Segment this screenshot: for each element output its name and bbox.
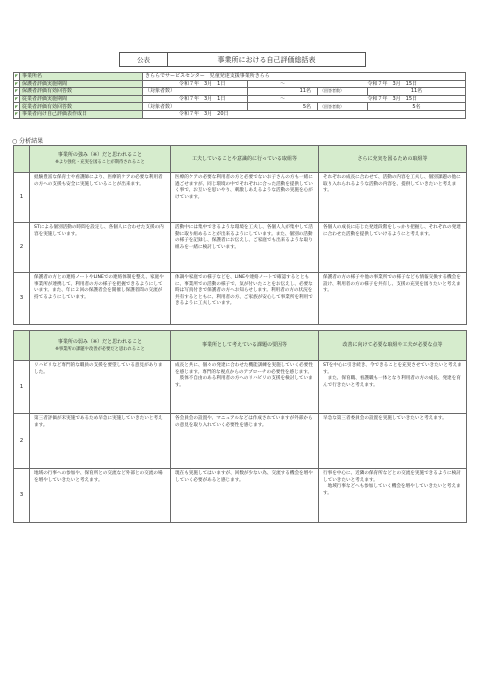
staff-answer-value: 5名 <box>368 103 466 111</box>
weaknesses-header-row <box>14 331 467 361</box>
enhancement-cell: 各個人の成長に応じた発達段階をしっかり把握し、それぞれの発達に合わせた活動を提供していけるようにと考えます。 <box>319 223 467 273</box>
weaknesses-header-1 <box>30 331 171 361</box>
improvement-cell: 行事を中心に、近隣の保育所などとの交流を実施できるように検討していきたいと考えます。 地域行事などへも参加していく機会を増やしていきたいと考えます。 <box>319 469 467 523</box>
guardian-period-tilde: ～ <box>248 80 318 88</box>
info-row <box>14 88 466 96</box>
page-title: 事業所における自己評価総括表 <box>217 55 316 64</box>
approach-cell: 活動中には集中できるような環境を工夫し、各個人人が集中して活動に取り組めることが出来るようにしています。また、個別の活動の様子を記録し、保護者にお伝えし、ご家庭でも出来るような取り組みを一緒に検討しています。 <box>171 223 319 273</box>
strength-cell: 保護者の方との連絡ノートやLINEでの連絡体制を整え、家庭や事業所が連携して、利用者の方の様子を把握できるようにしています。また、年に２回の保護者会を開催し保護者間の交流が持てるようにしています。 <box>30 273 171 325</box>
guardian-period-end: 令和７年 3月 15日 <box>318 80 466 88</box>
strengths-header-row <box>14 146 467 173</box>
table-row <box>14 173 467 223</box>
guardian-target-value: 11名 <box>248 88 318 96</box>
strengths-header-1-title: 事業所の強み（※）だと思われること <box>57 152 143 158</box>
table-row <box>14 414 467 469</box>
guardian-period-start: 令和７年 3月 1日 <box>143 80 248 88</box>
staff-period-tilde: ～ <box>248 95 318 103</box>
staff-period-start: 令和７年 3月 1日 <box>143 95 248 103</box>
facility-label: 事業所名 <box>20 73 143 81</box>
cause-cell: 現在も実施してはいますが、回数が少ない為、交流する機会を増やしていく必要があると感じます。 <box>171 469 319 523</box>
weakness-cell: リハビリなど専門的な職員の支援を要望している意見がありました。 <box>30 361 171 414</box>
cause-cell: 成長と共に、個々の発達に合わせた機能訓練を実施していく必要性を感じます。専門的な視点からのアプローチの必要性を感じます。 肢体不自由のある利用者の方へのリハビリの支援を検討しています。 <box>171 361 319 414</box>
row-marker-icon: ◤ <box>14 103 19 109</box>
weaknesses-header-1-sub: ※事業所の課題や改善が必要だと思われること <box>55 346 145 352</box>
row-number: 3 <box>14 469 30 523</box>
weaknesses-header-1-title: 事業所の弱み（※）だと思われること <box>57 338 143 345</box>
staff-period-end: 令和７年 3月 15日 <box>318 95 466 103</box>
created-date-value: 令和７年 3月 20日 <box>143 110 466 118</box>
created-date-label: 事業者向け自己評価表作成日 <box>20 110 143 118</box>
guardian-target-label: （対象者数） <box>143 88 248 96</box>
info-row <box>14 103 466 111</box>
public-tag: 公表 <box>120 53 168 66</box>
row-number: 3 <box>14 273 30 325</box>
staff-answers-label: 従業者評価有効回答数 <box>20 103 143 111</box>
strength-cell: STによる個別活動の時間を設定し、各個人に合わせた支援の内容を実施しています。 <box>30 223 171 273</box>
improvement-cell: 早急な第三者委員会の設置を実施していきたいと考えます。 <box>319 414 467 469</box>
strengths-header-1-sub: ※より強化・充実を図ることが期待されること <box>55 160 145 165</box>
analysis-heading: ○ 分析結果 <box>12 138 44 145</box>
table-row <box>14 223 467 273</box>
row-marker-icon: ◤ <box>14 88 19 94</box>
header-blank <box>14 146 30 173</box>
weaknesses-header-3: 改善に向けて必要な取組や工夫が必要な点等 <box>319 331 467 361</box>
staff-period-label: 従業者評価実施期間 <box>20 95 143 103</box>
guardian-answers-label: 保護者評価有効回答数 <box>20 88 143 96</box>
weaknesses-table <box>13 330 467 523</box>
facility-name: きららでサービスセンター 児童発達支援事業所きらら <box>143 73 466 81</box>
strength-cell: 経験豊富な保育士や看護師により、医療的ケアの必要な利用者の方への支援も安全に実施していることが出来ます。 <box>30 173 171 223</box>
staff-target-label: （対象者数） <box>143 103 248 111</box>
staff-answer-label: （回答者数） <box>318 103 368 111</box>
enhancement-cell: それぞれの成長に合わせて、活動の内容を工夫し、個別課題の他に取り入れられるような活動の内容を、提供していきたいと考えます。 <box>319 173 467 223</box>
improvement-cell: STを中心に引き続き、今できることを充実させていきたいと考えます。 また、保育職、看護職も一体となり利用者の方の成長、発達を育んで行きたいと考えます。 <box>319 361 467 414</box>
weakness-cell: 第三者評価が未実施であるため早急に実施していきたいと考えます。 <box>30 414 171 469</box>
table-row <box>14 469 467 523</box>
strengths-header-1 <box>30 146 171 173</box>
staff-target-value: 5名 <box>248 103 318 111</box>
guardian-answer-label: （回答者数） <box>318 88 368 96</box>
weaknesses-header-2: 事業所として考えている課題の要因等 <box>171 331 319 361</box>
table-row <box>14 273 467 325</box>
header-blank <box>14 331 30 361</box>
strengths-table <box>13 145 467 325</box>
weakness-cell: 地域の行事への参加や、保育所との交流など外部との交流の場を増やしていきたいと考えます。 <box>30 469 171 523</box>
cause-cell: 各会員会の設置や、マニュアルなどは作成されていますが外部からの意見を取り入れていく必要性を感じます。 <box>171 414 319 469</box>
row-marker-icon: ◤ <box>14 111 19 117</box>
guardian-period-label: 保護者評価実施期間 <box>20 80 143 88</box>
row-marker-icon: ◤ <box>14 80 19 86</box>
info-row <box>14 73 466 81</box>
row-number: 1 <box>14 361 30 414</box>
row-number: 2 <box>14 414 30 469</box>
title-box <box>119 52 366 67</box>
info-row <box>14 110 466 118</box>
strengths-header-3: さらに充実を図るための取組等 <box>319 146 467 173</box>
enhancement-cell: 保護者の方の様子や他の事業所での様子なども情報交換する機会を設け、利用者の方の様子を共有し、支援の充実を図りたいと考えます。 <box>319 273 467 325</box>
guardian-answer-value: 11名 <box>368 88 466 96</box>
info-row <box>14 80 466 88</box>
approach-cell: 体調や家庭での様子などを、LINEや連絡ノートで確認するとともに、事業所での活動の様子で、気が付いたことをお伝えし、必要な時は写真付きで保護者の方へお知らせします。利用者の方の状況を共有するとともに、利用者の方、ご家族が安心して事業所を利用できるように工夫しています。 <box>171 273 319 325</box>
row-number: 1 <box>14 173 30 223</box>
row-marker-icon: ◤ <box>14 73 19 79</box>
approach-cell: 医療的ケアの必要な利用者の方と必要でないお子さんの方も一緒に過ごせますが、同じ環境の中でそれぞれに合った活動を提供していく事で、お互いを思いやり、刺激しあえるような活動の実施を心がけています。 <box>171 173 319 223</box>
row-marker-icon: ◤ <box>14 96 19 102</box>
info-row <box>14 95 466 103</box>
row-number: 2 <box>14 223 30 273</box>
info-table <box>13 72 466 119</box>
strengths-header-2: 工夫していることや意識的に行っている取組等 <box>171 146 319 173</box>
table-row <box>14 361 467 414</box>
